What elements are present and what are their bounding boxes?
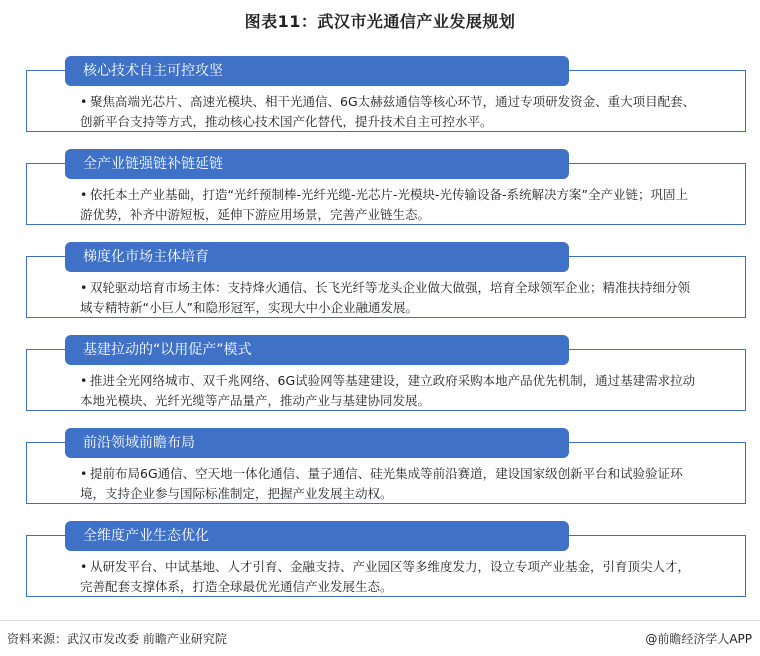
section-header: 梯度化市场主体培育 — [65, 242, 569, 272]
section-header: 全维度产业生态优化 — [65, 521, 569, 551]
bullet-icon: • — [80, 94, 88, 109]
section-ecosystem — [0, 521, 760, 617]
footer-divider — [0, 620, 760, 621]
section-header: 全产业链强链补链延链 — [65, 149, 569, 179]
section-frontier — [0, 428, 760, 524]
section-description — [80, 464, 700, 504]
section-text: 推进全光网络城市、双千兆网络、6G试验网等基建建设，建立政府采购本地产品优先机制，通过基建需求拉动本地光模块、光纤光缆等产品量产，推动产业与基建协同发展。 — [80, 373, 696, 408]
source-note: 资料来源：武汉市发改委 前瞻产业研究院 — [7, 632, 227, 646]
section-text: 双轮驱动培育市场主体：支持烽火通信、长飞光纤等龙头企业做大做强，培育全球领军企业；精准扶持细分领域专精特新“小巨人”和隐形冠军，实现大中小企业融通发展。 — [80, 280, 691, 315]
section-text: 从研发平台、中试基地、人才引育、金融支持、产业园区等多维度发力，设立专项产业基金，引育顶尖人才，完善配套支撑体系，打造全球最优光通信产业发展生态。 — [80, 559, 691, 594]
section-description — [80, 557, 700, 597]
section-description — [80, 371, 700, 411]
section-industry-chain — [0, 149, 760, 245]
section-header: 核心技术自主可控攻坚 — [65, 56, 569, 86]
section-infrastructure — [0, 335, 760, 431]
section-core-tech — [0, 56, 760, 152]
section-text: 依托本土产业基础，打造“光纤预制棒-光纤光缆-光芯片-光模块-光传输设备-系统解决方案”全产业链；巩固上游优势，补齐中游短板，延伸下游应用场景，完善产业链生态。 — [80, 187, 689, 222]
section-header: 前沿领域前瞻布局 — [65, 428, 569, 458]
bullet-icon: • — [80, 187, 88, 202]
bullet-icon: • — [80, 280, 88, 295]
section-text: 聚焦高端光芯片、高速光模块、相干光通信、6G太赫兹通信等核心环节，通过专项研发资金、重大项目配套、创新平台支持等方式，推动核心技术国产化替代，提升技术自主可控水平。 — [80, 94, 696, 129]
brand-credit: @前瞻经济学人APP — [645, 632, 752, 646]
section-description — [80, 278, 700, 318]
bullet-icon: • — [80, 373, 88, 388]
section-text: 提前布局6G通信、空天地一体化通信、量子通信、硅光集成等前沿赛道，建设国家级创新平台和试验验证环境，支持企业参与国际标准制定，把握产业发展主动权。 — [80, 466, 683, 501]
bullet-icon: • — [80, 466, 88, 481]
chart-title: 图表11：武汉市光通信产业发展规划 — [244, 12, 516, 31]
section-description — [80, 92, 700, 132]
bullet-icon: • — [80, 559, 88, 574]
section-market-entities — [0, 242, 760, 338]
section-description — [80, 185, 700, 225]
section-header: 基建拉动的“以用促产”模式 — [65, 335, 569, 365]
